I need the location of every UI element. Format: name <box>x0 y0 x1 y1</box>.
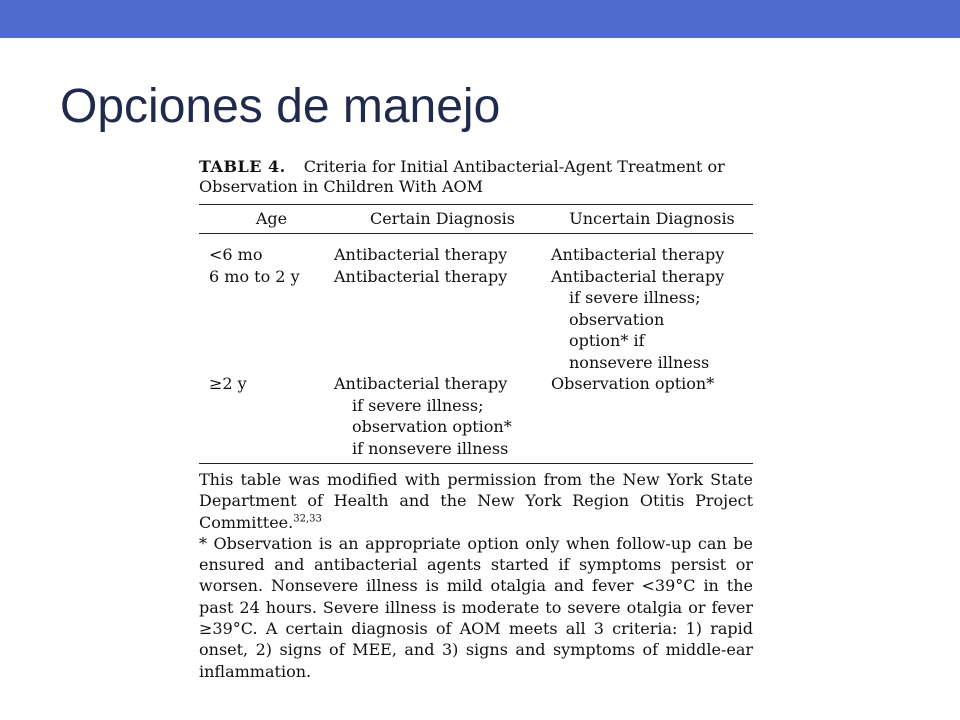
table-figure <box>199 157 753 682</box>
cell-line: Antibacterial therapy <box>551 245 725 264</box>
table-caption-label: TABLE 4. <box>199 157 286 176</box>
cell-line: observation <box>569 309 665 329</box>
cell-line: if severe illness; <box>352 395 484 415</box>
age-cell: 6 mo to 2 y <box>209 266 300 286</box>
slide-title: Opciones de manejo <box>60 80 501 133</box>
cell-line: nonsevere illness <box>569 352 710 372</box>
table-row <box>199 266 753 374</box>
table-caption-text: Criteria for Initial Antibacterial-Agent Treatment or Observation in Children With AOM <box>199 157 725 196</box>
footnote-references: 32,33 <box>293 513 322 525</box>
footnote-observation: * Observation is an appropriate option only when follow-up can be ensured and antibacterial agents started if symptoms persist or worsen. Nonsevere illness is mild otalgia and fever <39°C in the past 24 hours. Severe illness is moderate to severe otalgia or fever ≥39°C. A certain diagnosis of AOM meets all 3 criteria: 1) rapid onset, 2) signs of MEE, and 3) signs and symptoms of middle-ear inflammation. <box>199 533 753 681</box>
certain-cell <box>334 266 551 374</box>
table-row <box>199 234 753 266</box>
table-header-row <box>199 205 753 234</box>
cell-line: Observation option* <box>551 374 715 393</box>
cell-line: Antibacterial therapy <box>334 374 508 393</box>
header-accent-bar <box>0 0 960 38</box>
uncertain-cell <box>551 266 753 374</box>
cell-line: Antibacterial therapy <box>551 266 725 286</box>
footnote-source-text: This table was modified with permission from the New York State Department of Health and the New York Region Otitis Project Committee. <box>199 470 753 532</box>
table-caption <box>199 157 753 197</box>
header-uncertain-diagnosis: Uncertain Diagnosis <box>551 205 753 234</box>
cell-line: observation option* <box>352 417 512 436</box>
cell-line: if nonsevere illness <box>352 438 509 458</box>
header-certain-diagnosis: Certain Diagnosis <box>334 205 551 234</box>
header-age: Age <box>199 205 334 234</box>
table-footnotes <box>199 469 753 682</box>
age-cell: ≥2 y <box>199 373 334 464</box>
certain-cell <box>334 234 551 266</box>
criteria-table <box>199 204 753 464</box>
footnote-source <box>199 469 753 533</box>
uncertain-cell <box>551 373 753 464</box>
cell-line: Antibacterial therapy <box>334 245 508 264</box>
age-cell: <6 mo <box>209 245 263 264</box>
cell-line: option* if <box>569 331 645 350</box>
cell-line: Antibacterial therapy <box>334 266 508 286</box>
uncertain-cell <box>551 234 753 266</box>
cell-line: if severe illness; <box>569 288 701 307</box>
table-row <box>199 373 753 464</box>
certain-cell <box>334 373 551 464</box>
